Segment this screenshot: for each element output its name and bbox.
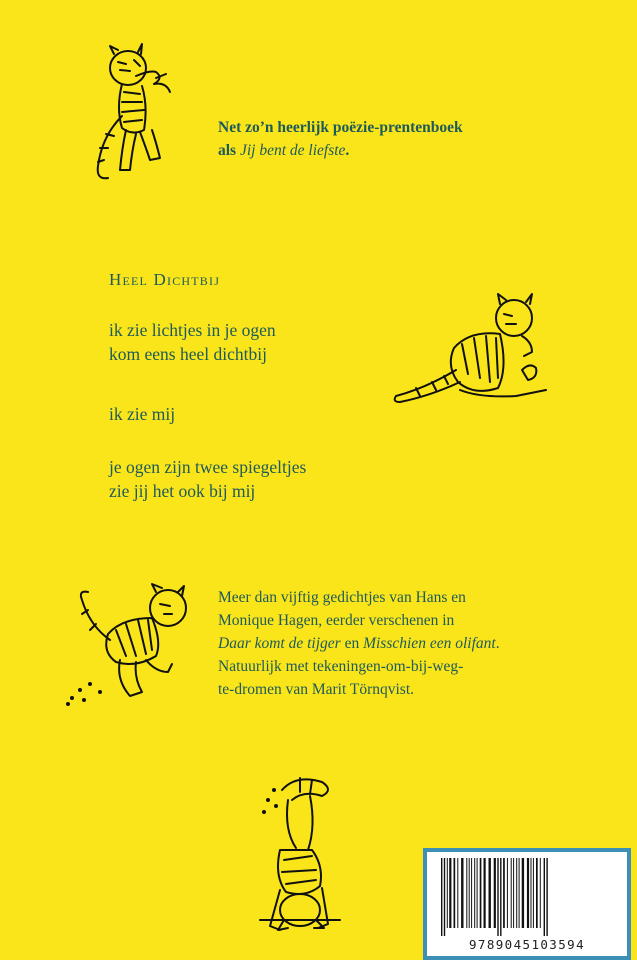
blurb-suffix: . [345,142,350,159]
barcode-bar [522,858,524,928]
barcode-bar [454,858,456,928]
book-title-2: Misschien een olifant [363,635,496,652]
barcode-bar [513,858,514,928]
poem-line: kom eens heel dichtbij [109,344,267,364]
about-line-5: te-dromen van Marit Törnqvist. [218,681,415,698]
barcode-bar [474,858,475,928]
poem-stanza-2 [109,402,389,426]
poem-stanza-3 [109,455,389,503]
barcode-bar [511,858,512,928]
poem-line: ik zie mij [109,404,176,424]
barcode-bar [466,858,467,928]
barcode-bar [540,858,541,928]
poem-title: Heel Dichtbij [109,270,221,289]
tiger-crouching-icon [386,290,556,420]
tiger-dancing-icon [90,40,200,190]
barcode-bar [503,858,505,928]
about-line-4: Natuurlijk met tekeningen-om-bij-weg- [218,658,464,675]
blurb-book-title: Jij bent de liefste [239,142,346,159]
barcode-bar [544,858,545,936]
barcode-bar [507,858,508,928]
barcode-bar [447,858,448,928]
blurb-text [218,116,618,162]
about-line-1: Meer dan vijftig gedichtjes van Hans en [218,589,466,606]
about-dot: . [495,635,500,652]
barcode-bar [471,858,472,928]
barcode-bar [533,858,534,928]
about-conj: en [340,635,364,652]
barcode [427,852,627,956]
barcode-bar [497,858,498,936]
barcode-bar [477,858,478,928]
barcode-bar [519,858,520,928]
barcode-bar [494,858,496,928]
barcode-bar [441,858,442,936]
barcode-bar [444,858,445,936]
barcode-bar [457,858,458,928]
isbn-number: 9789045103594 [468,937,586,952]
barcode-bar [516,858,517,928]
tiger-handstand-icon [240,770,350,940]
barcode-bar [546,858,547,936]
barcode-bar [536,858,538,928]
barcode-bar [500,858,501,936]
barcode-bar [489,858,491,928]
about-text [218,586,628,701]
barcode-bar [449,858,451,928]
book-title-1: Daar komt de tijger [218,635,341,652]
about-line-2: Monique Hagen, eerder verschenen in [218,612,455,629]
blurb-prefix: als [218,142,240,159]
poem-line: zie jij het ook bij mij [109,481,256,501]
poem-stanza-1 [109,318,389,366]
barcode-bar [527,858,529,928]
about-line-3 [218,632,628,655]
barcode-bar [484,858,486,928]
barcode-bar [469,858,470,928]
poem-line: ik zie lichtjes in je ogen [109,320,276,340]
barcode-bar [531,858,532,928]
blurb-line-1: Net zo’n heerlijk poëzie-prentenboek [218,119,463,136]
blurb-line-2 [218,139,618,162]
barcode-bars [435,858,619,936]
tiger-jumping-icon [60,580,200,710]
barcode-bar [480,858,482,928]
barcode-bar [461,858,463,928]
poem-line: je ogen zijn twee spiegeltjes [109,457,307,477]
